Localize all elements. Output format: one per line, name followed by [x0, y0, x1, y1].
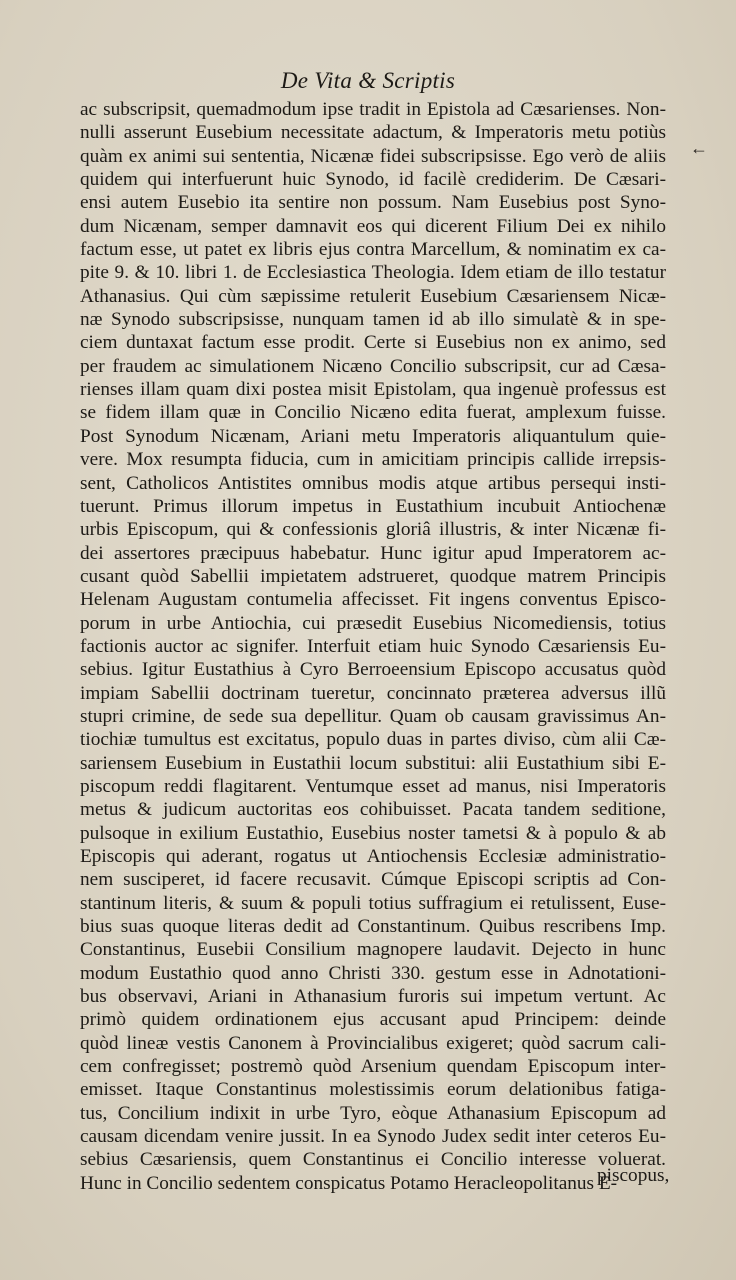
text-line: næ Synodo subscripsisse, nunquam tamen id ab illo simulatè & in spe-	[80, 309, 666, 331]
text-line: tuerunt. Primus illorum impetus in Eustathium incubuit Antiochenæ	[80, 495, 666, 517]
text-line: quòd lineæ vestis Canonem à Provincialibus exigeret; quòd sacrum cali-	[80, 1032, 666, 1054]
body-text	[80, 98, 666, 1195]
text-line: cem confregisset; postremò quòd Arsenium quendam Episcopum inter-	[80, 1056, 666, 1078]
text-line: bius suas quoque literas dedit ad Constantinum. Quibus rescribens Imp.	[80, 916, 666, 938]
text-line: piscopum reddi flagitarent. Ventumque esset ad manus, nisi Imperatoris	[80, 775, 666, 797]
text-line: sariensem Eusebium in Eustathii locum substitui: alii Eustathium sibi E-	[80, 752, 666, 774]
text-line: ciem duntaxat factum esse prodit. Certe si Eusebius non ex animo, sed	[80, 332, 666, 354]
text-line: nulli asserunt Eusebium necessitate adactum, & Imperatoris metu potiùs	[80, 122, 666, 144]
text-line: factum esse, ut patet ex libris ejus contra Marcellum, & nominatim ex ca-	[80, 239, 666, 261]
text-line: stantinum literis, & suum & populi totius suffragium ei retulissent, Euse-	[80, 892, 666, 914]
text-line: dei assertores præcipuus habebatur. Hunc igitur apud Imperatorem ac-	[80, 542, 666, 564]
text-line: Hunc in Concilio sedentem conspicatus Potamo Heracleopolitanus E-	[80, 1172, 618, 1194]
text-line: sebius Cæsariensis, quem Constantinus ei Concilio interesse voluerat.	[80, 1149, 666, 1171]
text-line: modum Eustathio quod anno Christi 330. gestum esse in Adnotationi-	[80, 962, 666, 984]
text-line: Episcopis qui aderant, rogatus ut Antiochensis Ecclesiæ administratio-	[80, 846, 666, 867]
text-line: nem susciperet, id facere recusavit. Cúmque Episcopi scriptis ad Con-	[80, 869, 666, 891]
text-line: stupri crimine, de sede sua depellitur. Quam ob causam gravissimus An-	[80, 705, 666, 727]
text-line: urbis Episcopum, qui & confessionis gloriâ illustris, & inter Nicænæ fi-	[80, 519, 666, 541]
text-line: porum in urbe Antiochia, cui præsedit Eusebius Nicomediensis, totius	[80, 612, 666, 634]
text-line: Helenam Augustam contumelia affecisset. Fit ingens conventus Episco-	[80, 589, 666, 611]
text-line: sebius. Igitur Eustathius à Cyro Berroeensium Episcopo accusatus quòd	[80, 659, 666, 681]
text-line: cusant quòd Sabellii impietatem adstrueret, quodque matrem Principis	[80, 565, 666, 587]
text-line: dum Nicænam, semper damnavit eos qui dicerent Filium Dei ex nihilo	[80, 215, 666, 237]
text-line: metus & judicum auctoritas eos cohibuisset. Pacata tandem seditione,	[80, 799, 666, 821]
text-line: ac subscripsit, quemadmodum ipse tradit in Epistola ad Cæsarienses. Non-	[80, 99, 666, 120]
text-line: causam dicendam venire jussit. In ea Synodo Judex sedit inter ceteros Eu-	[80, 1126, 666, 1148]
text-line: ensi autem Eusebio ita sentire non possum. Nam Eusebius post Syno-	[80, 192, 666, 214]
text-line: quàm ex animi sui sententia, Nicænæ fidei subscripsisse. Ego verò de aliis	[80, 145, 666, 167]
text-line: impiam Sabellii doctrinam tueretur, concinnato præterea adversus illũ	[80, 682, 666, 704]
catchword: piscopus,	[597, 1165, 670, 1186]
text-line: pulsoque in exilium Eustathio, Eusebius noster tametsi & à populo & ab	[80, 822, 666, 844]
text-line: se fidem illam quæ in Concilio Nicæno edita fuerat, amplexum fuisse.	[80, 402, 666, 424]
margin-annotation-mark: ←	[690, 138, 708, 158]
text-line: vere. Mox resumpta fiducia, cum in amicitiam principis callide irrepsis-	[80, 449, 666, 471]
text-line: tiochiæ tumultus est excitatus, populo duas in partes diviso, cùm alii Cæ-	[80, 729, 666, 751]
text-line: emisset. Itaque Constantinus molestissimis eorum delationibus fatiga-	[80, 1079, 666, 1101]
text-line: per fraudem ac simulationem Nicæno Concilio subscripsit, cur ad Cæsa-	[80, 355, 666, 377]
text-line: rienses illam quam dixi postea misit Epistolam, qua ingenuè professus est	[80, 379, 666, 401]
text-line: tus, Concilium indixit in urbe Tyro, eòque Athanasium Episcopum ad	[80, 1102, 666, 1124]
running-head: De Vita & Scriptis	[280, 68, 456, 93]
text-line: factionis auctor ac signifer. Interfuit etiam huic Synodo Cæsariensis Eu-	[80, 635, 666, 657]
text-line: Post Synodum Nicænam, Ariani metu Imperatoris aliquantulum quie-	[80, 425, 666, 447]
text-line: quidem qui interfuerunt huic Synodo, id facilè crediderim. De Cæsari-	[80, 169, 666, 191]
text-line: Constantinus, Eusebii Consilium magnopere laudavit. Dejecto in hunc	[80, 939, 666, 961]
text-line: pite 9. & 10. libri 1. de Ecclesiastica Theologia. Idem etiam de illo testatur	[80, 262, 666, 284]
text-line: primò quidem ordinationem ejus accusant apud Principem: deinde	[80, 1009, 666, 1031]
text-line: sent, Catholicos Antistites omnibus modis atque artibus persequi insti-	[80, 472, 666, 494]
text-line: Athanasius. Qui cùm sæpissime retulerit Eusebium Cæsariensem Nicæ-	[80, 285, 666, 307]
text-line: bus observavi, Ariani in Athanasium furoris sui impetum vertunt. Ac	[80, 986, 666, 1008]
